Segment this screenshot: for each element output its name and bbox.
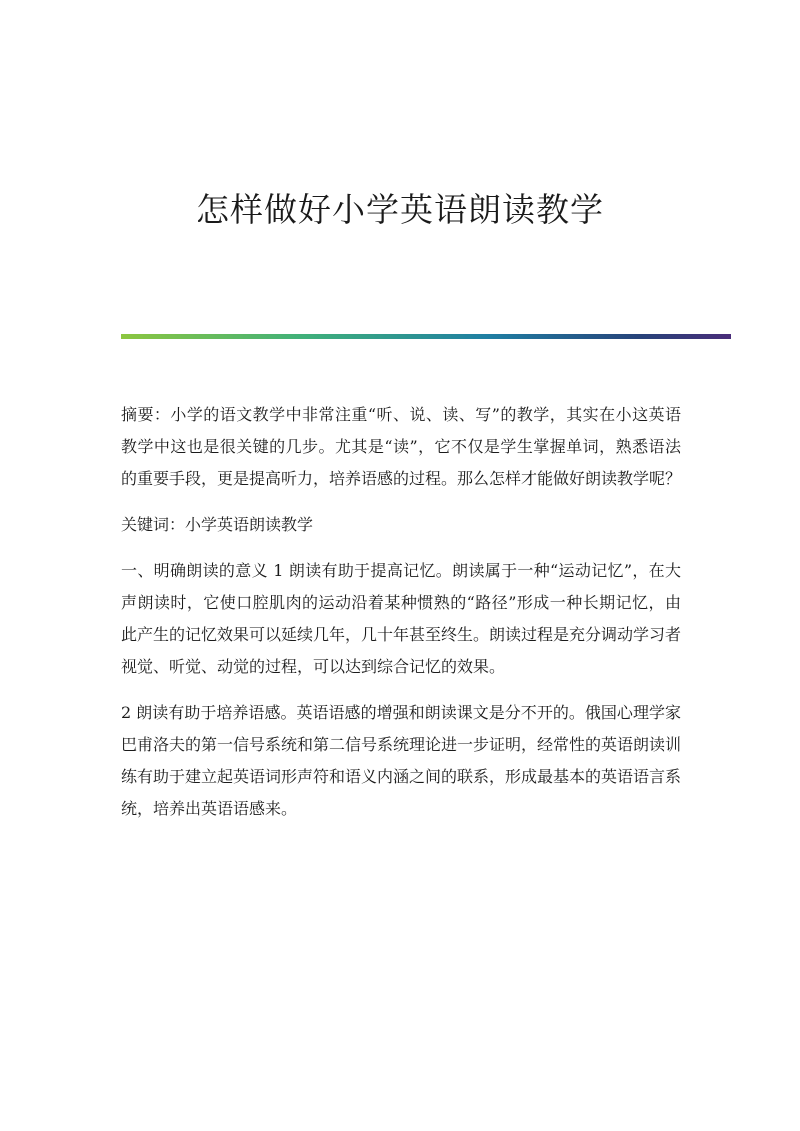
abstract-paragraph: 摘要：小学的语文教学中非常注重“听、说、读、写”的教学，其实在小这英语教学中这也是很关键的几步。尤其是“读”，它不仅是学生掌握单词，熟悉语法的重要手段，更是提高听力，培养语感的过程。那么怎样才能做好朗读教学呢？ <box>121 405 682 488</box>
page-title: 怎样做好小学英语朗读教学 <box>196 190 604 229</box>
body-paragraph: 2 朗读有助于培养语感。英语语感的增强和朗读课文是分不开的。俄国心理学家巴甫洛夫的第一信号系统和第二信号系统理论进一步证明，经常性的英语朗读训练有助于建立起英语词形声符和语义内涵之间的联系，形成最基本的英语语言系统，培养出英语语感来。 <box>121 703 682 818</box>
body-paragraph: 一、明确朗读的意义 1 朗读有助于提高记忆。朗读属于一种“运动记忆”，在大声朗读时，它使口腔肌肉的运动沿着某种惯熟的“路径”形成一种长期记忆，由此产生的记忆效果可以延续几年，几十年甚至终生。朗读过程是充分调动学习者视觉、听觉、动觉的过程，可以达到综合记忆的效果。 <box>121 561 682 676</box>
keywords-paragraph: 关键词：小学英语朗读教学 <box>121 515 314 534</box>
document-body <box>121 399 681 839</box>
title-divider <box>121 334 731 339</box>
